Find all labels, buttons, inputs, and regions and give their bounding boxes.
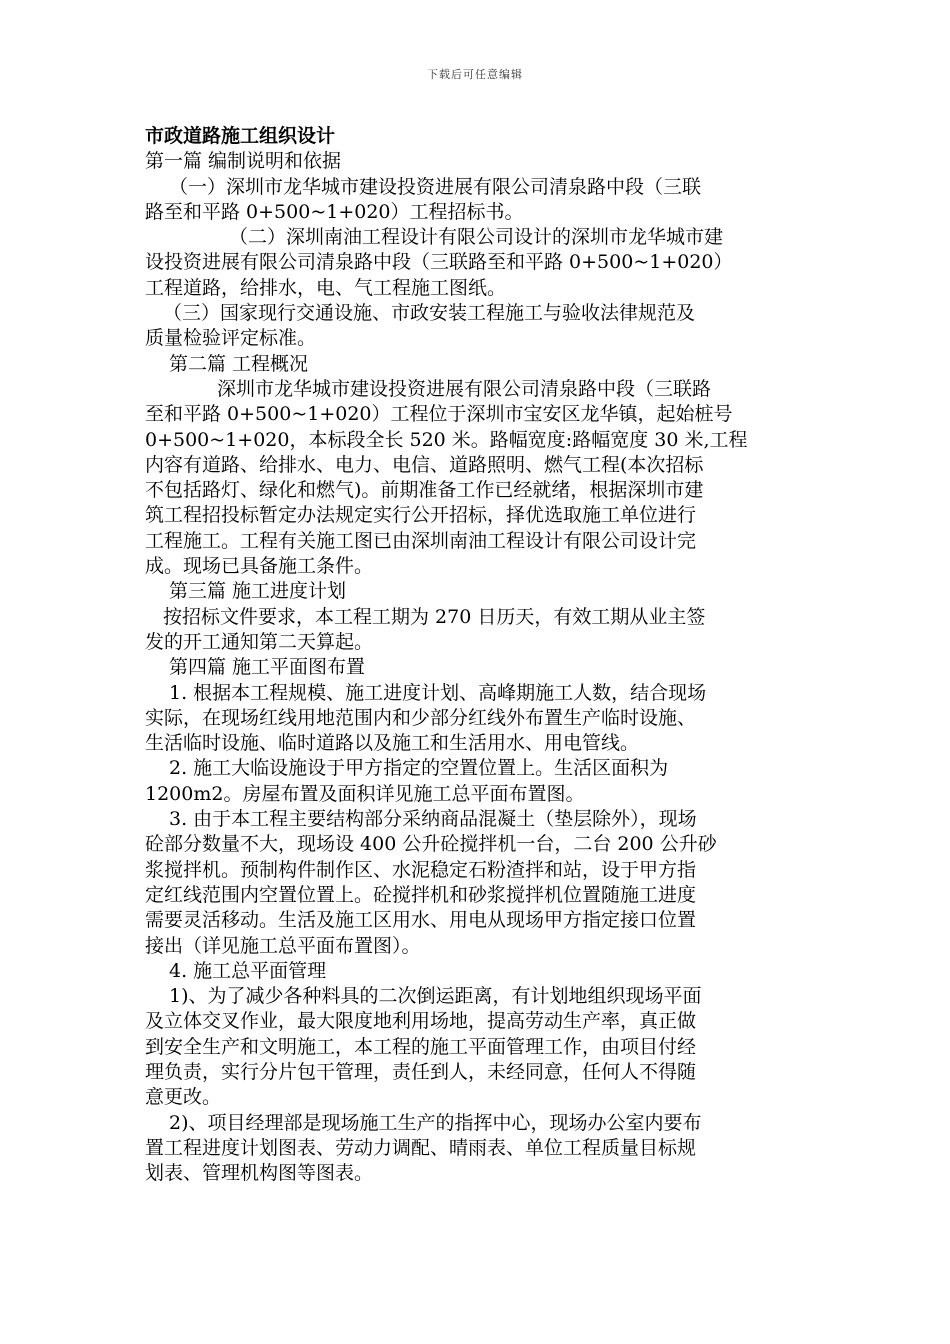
paragraph-line: 路至和平路 0+500~1+020）工程招标书。 <box>145 200 524 223</box>
subsection-heading: 4. 施工总平面管理 <box>169 959 327 982</box>
paragraph-line: 筑工程招投标暂定办法规定实行公开招标，择优选取施工单位进行 <box>145 504 697 527</box>
paragraph-line: 生活临时设施、临时道路以及施工和生活用水、用电管线。 <box>145 732 640 755</box>
paragraph-line: 接出（详见施工总平面布置图）。 <box>145 934 421 957</box>
paragraph-line: 需要灵活移动。生活及施工区用水、用电从现场甲方指定接口位置 <box>145 909 697 932</box>
paragraph-line: 1. 根据本工程规模、施工进度计划、高峰期施工人数，结合现场 <box>169 681 707 704</box>
paragraph-line: 内容有道路、给排水、电力、电信、道路照明、燃气工程(本次招标 <box>145 453 704 476</box>
paragraph-line: （二）深圳南油工程设计有限公司设计的深圳市龙华城市建 <box>229 226 724 249</box>
paragraph-line: 工程道路，给排水，电、气工程施工图纸。 <box>145 276 507 299</box>
document-title: 市政道路施工组织设计 <box>145 125 336 147</box>
paragraph-line: 砼部分数量不大，现场设 400 公升砼搅拌机一台，二台 200 公升砂 <box>145 833 717 856</box>
paragraph-line: 浆搅拌机。预制构件制作区、水泥稳定石粉渣拌和站，设于甲方指 <box>145 858 697 881</box>
paragraph-line: 2)、项目经理部是现场施工生产的指挥中心，现场办公室内要布 <box>169 1111 702 1134</box>
paragraph-line: 定红线范围内空置位置上。砼搅拌机和砂浆搅拌机位置随施工进度 <box>145 883 697 906</box>
paragraph-line: 成。现场已具备施工条件。 <box>145 555 374 578</box>
section-heading: 第四篇 施工平面图布置 <box>169 656 366 679</box>
document-body <box>145 124 805 1186</box>
paragraph-line: 实际，在现场红线用地范围内和少部分红线外布置生产临时设施、 <box>145 706 697 729</box>
paragraph-line: 到安全生产和文明施工，本工程的施工平面管理工作，由项目付经 <box>145 1035 697 1058</box>
paragraph-line: 1)、为了减少各种料具的二次倒运距离，有计划地组织现场平面 <box>169 985 702 1008</box>
paragraph-line: 工程施工。工程有关施工图已由深圳南油工程设计有限公司设计完 <box>145 529 697 552</box>
paragraph-line: 不包括路灯、绿化和燃气)。前期准备工作已经就绪，根据深圳市建 <box>145 479 704 502</box>
paragraph-line: 理负责，实行分片包干管理，责任到人，未经同意，任何人不得随 <box>145 1060 697 1083</box>
paragraph-line: 至和平路 0+500~1+020）工程位于深圳市宝安区龙华镇，起始桩号 <box>145 403 733 426</box>
section-heading: 第三篇 施工进度计划 <box>169 580 347 603</box>
paragraph-line: 意更改。 <box>145 1086 222 1109</box>
paragraph-line: （一）深圳市龙华城市建设投资进展有限公司清泉路中段（三联 <box>169 175 702 198</box>
paragraph-line: 及立体交叉作业，最大限度地利用场地，提高劳动生产率，真正做 <box>145 1010 697 1033</box>
paragraph-line: 质量检验评定标准。 <box>145 327 317 350</box>
paragraph-line: 发的开工通知第二天算起。 <box>145 630 374 653</box>
paragraph-line: 2. 施工大临设施设于甲方指定的空置位置上。生活区面积为 <box>169 757 669 780</box>
paragraph-line: 深圳市龙华城市建设投资进展有限公司清泉路中段（三联路 <box>217 377 712 400</box>
paragraph-line: 1200m2。房屋布置及面积详见施工总平面布置图。 <box>145 782 585 805</box>
paragraph-line: 0+500~1+020，本标段全长 520 米。路幅宽度:路幅宽度 30 米,工程 <box>145 428 748 451</box>
paragraph-line: 划表、管理机构图等图表。 <box>145 1162 374 1185</box>
section-heading: 第一篇 编制说明和依据 <box>145 150 342 173</box>
paragraph-line: 3. 由于本工程主要结构部分采纳商品混凝土（垫层除外），现场 <box>169 808 697 831</box>
section-heading: 第二篇 工程概况 <box>169 352 309 375</box>
paragraph-line: 置工程进度计划图表、劳动力调配、晴雨表、单位工程质量目标规 <box>145 1136 697 1159</box>
paragraph-line: （三）国家现行交通设施、市政安装工程施工与验收法律规范及 <box>163 302 696 325</box>
paragraph-line: 设投资进展有限公司清泉路中段（三联路至和平路 0+500~1+020） <box>145 251 733 274</box>
paragraph-line: 按招标文件要求，本工程工期为 270 日历天，有效工期从业主签 <box>163 605 706 628</box>
header-note: 下载后可任意编辑 <box>427 68 523 81</box>
